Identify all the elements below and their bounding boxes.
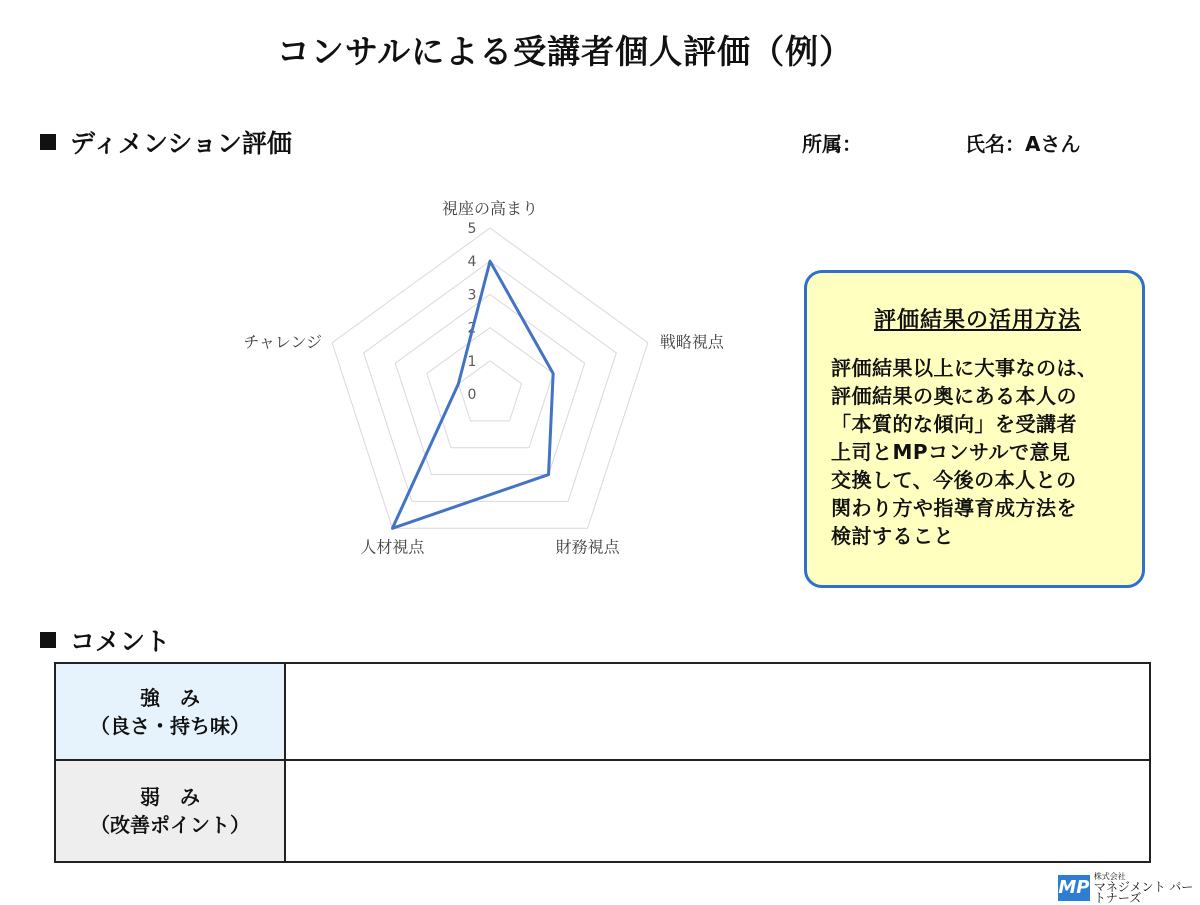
radar-tick-label: 3 <box>467 287 477 304</box>
radar-chart <box>0 0 800 600</box>
radar-tick-label: 5 <box>467 221 477 237</box>
strengths-label: 強 み （良さ・持ち味） <box>55 663 285 760</box>
logo-main-text: マネジメント パートナーズ <box>1093 880 1194 905</box>
radar-tick-label: 2 <box>467 320 477 337</box>
radar-tick-label: 4 <box>467 254 477 271</box>
weaknesses-comment-cell[interactable] <box>285 760 1150 862</box>
callout-body: 評価結果以上に大事なのは、 評価結果の奥にある本人の 「本質的な傾向」を受講者 上司とMPコンサルで意見 交換して、今後の本人との 関わり方や指導育成方法を 検討すること <box>831 356 1098 548</box>
radar-category-label: 視座の高まり <box>441 199 539 218</box>
radar-tick-label: 1 <box>467 353 477 370</box>
dimension-section-label: ディメンション評価 <box>70 129 292 158</box>
comment-table <box>54 662 1151 863</box>
radar-category-label: チャレンジ <box>243 332 323 352</box>
page-title: コンサルによる受講者個人評価（例） <box>276 32 854 71</box>
company-logo <box>1058 871 1200 904</box>
weaknesses-label: 弱 み （改善ポイント） <box>55 760 285 862</box>
radar-tick-label: 0 <box>467 387 477 403</box>
radar-category-label: 人材視点 <box>360 537 425 557</box>
comment-section-label: コメント <box>70 627 171 656</box>
callout-title: 評価結果の活用方法 <box>873 308 1081 333</box>
name-label: 氏名：Aさん <box>965 132 1081 156</box>
radar-category-label: 財務視点 <box>555 537 620 557</box>
radar-grid-ring <box>427 328 553 448</box>
logo-text <box>1094 871 1200 904</box>
radar-grid-ring <box>332 228 648 528</box>
affiliation-label: 所属： <box>802 132 862 156</box>
comment-section-heading <box>40 622 170 658</box>
logo-small-text: 株式会社 <box>1093 872 1126 881</box>
radar-category-label: 戦略視点 <box>659 332 724 352</box>
table-row <box>55 663 1150 760</box>
table-row <box>55 760 1150 862</box>
logo-mark: MP <box>1058 875 1090 901</box>
usage-callout <box>804 270 1145 588</box>
strengths-comment-cell[interactable] <box>285 663 1150 760</box>
square-bullet-icon <box>40 632 56 648</box>
